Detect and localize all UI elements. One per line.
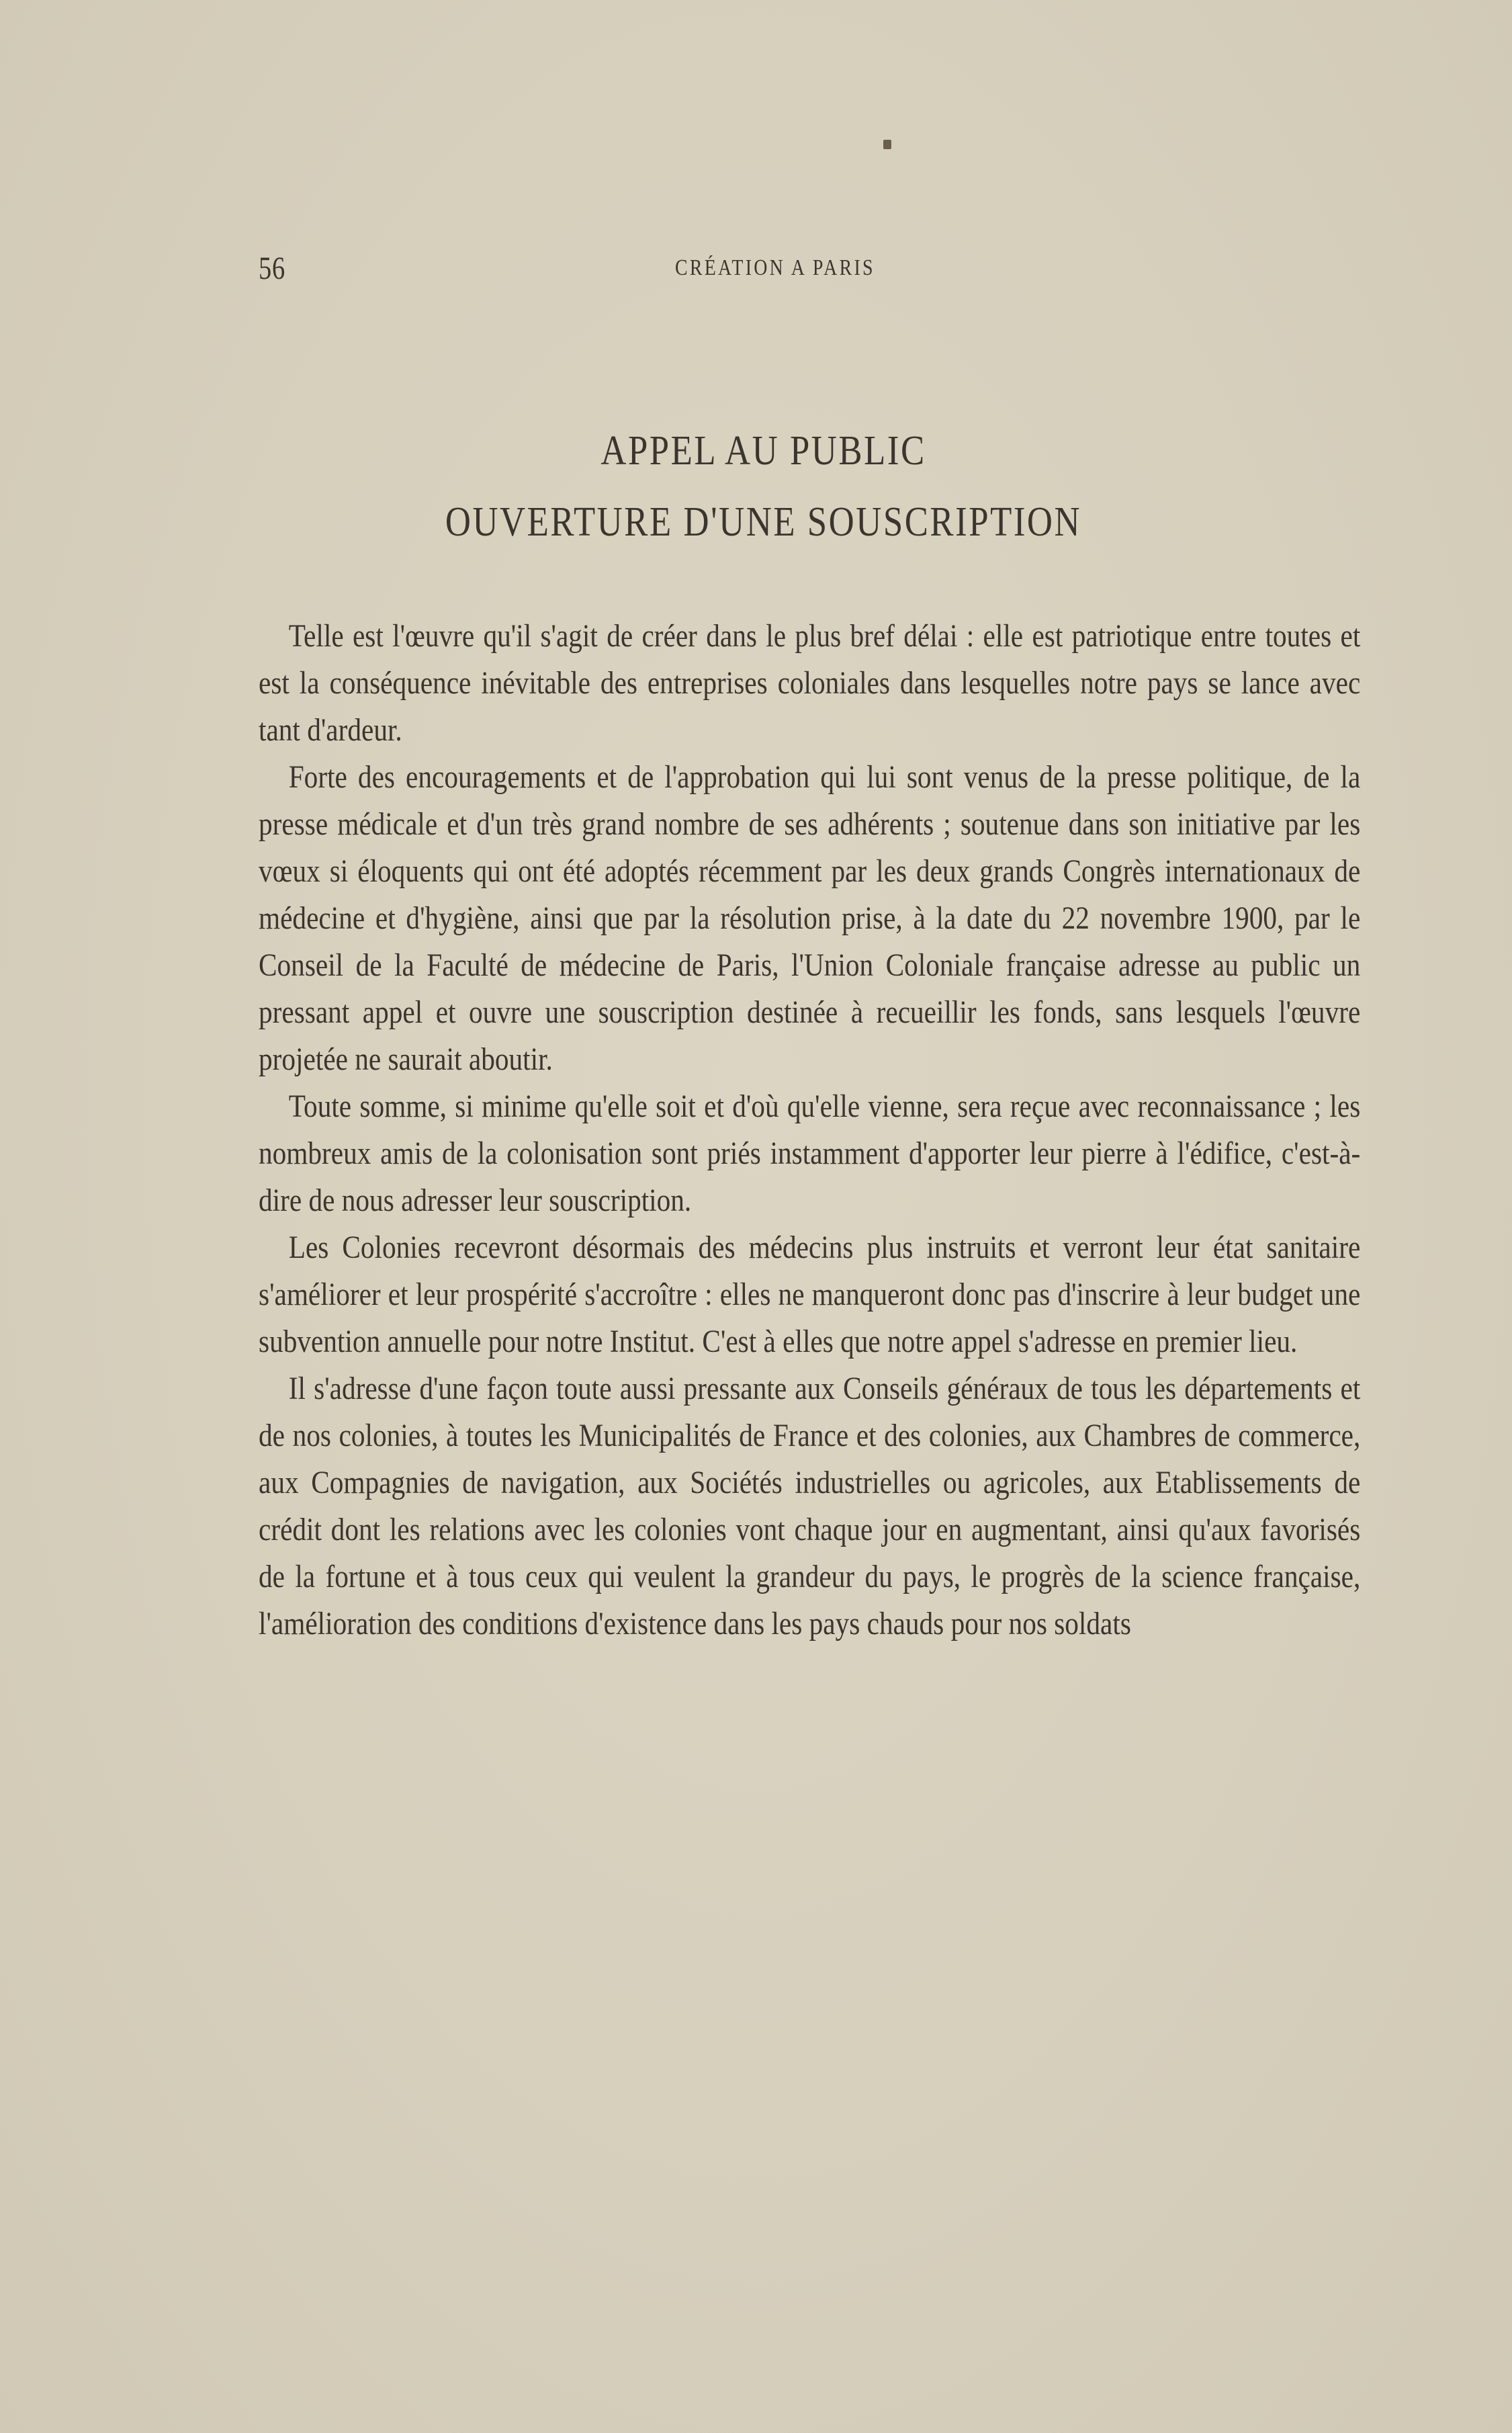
ink-speck	[883, 140, 891, 149]
paragraph: Forte des encouragements et de l'approbation qui lui sont venus de la presse politique, de la presse médicale et d'un très grand nombre de ses adhérents ; soutenue dans son initiative par les vœux si éloquents qui ont été adoptés récemment par les deux grands Congrès internationaux de médecine et d'hygiène, ainsi que par la résolution prise, à la date du 22 novembre 1900, par le Conseil de la Faculté de médecine de Paris, l'Union Coloniale française adresse au public un pressant appel et ouvre une souscription destinée à recueillir les fonds, sans lesquels l'œuvre projetée ne saurait aboutir.	[259, 759, 1361, 1077]
paragraph: Les Colonies recevront désormais des médecins plus instruits et verront leur état sanitaire s'améliorer et leur prospérité s'accroître : elles ne manqueront donc pas d'inscrire à leur budget une subvention annuelle pour notre Institut. C'est à elles que notre appel s'adresse en premier lieu.	[259, 1230, 1361, 1359]
running-head	[259, 250, 1360, 290]
body-text	[259, 613, 1360, 1648]
heading-line-1: APPEL AU PUBLIC	[601, 428, 926, 474]
section-heading	[0, 430, 1512, 543]
page-number: 56	[259, 251, 285, 286]
paragraph: Telle est l'œuvre qu'il s'agit de créer dans le plus bref délai : elle est patriotique entre toutes et est la conséquence inévitable des entreprises coloniales dans lesquelles notre pays se lance avec tant d'ardeur.	[259, 618, 1361, 748]
running-title: CRÉATION A PARIS	[675, 255, 875, 280]
paragraph: Toute somme, si minime qu'elle soit et d'où qu'elle vienne, sera reçue avec reconnaissance ; les nombreux amis de la colonisation sont priés instamment d'apporter leur pierre à l'édifice, c'est-à-dire de nous adresser leur souscription.	[259, 1089, 1361, 1218]
heading-line-2: OUVERTURE D'UNE SOUSCRIPTION	[445, 499, 1082, 545]
paragraph: Il s'adresse d'une façon toute aussi pressante aux Conseils généraux de tous les départements et de nos colonies, à toutes les Municipalités de France et des colonies, aux Chambres de commerce, aux Compagnies de navigation, aux Sociétés industrielles ou agricoles, aux Etablissements de crédit dont les relations avec les colonies vont chaque jour en augmentant, ainsi qu'aux favorisés de la fortune et à tous ceux qui veulent la grandeur du pays, le progrès de la science française, l'amélioration des conditions d'existence dans les pays chauds pour nos soldats	[259, 1371, 1361, 1641]
